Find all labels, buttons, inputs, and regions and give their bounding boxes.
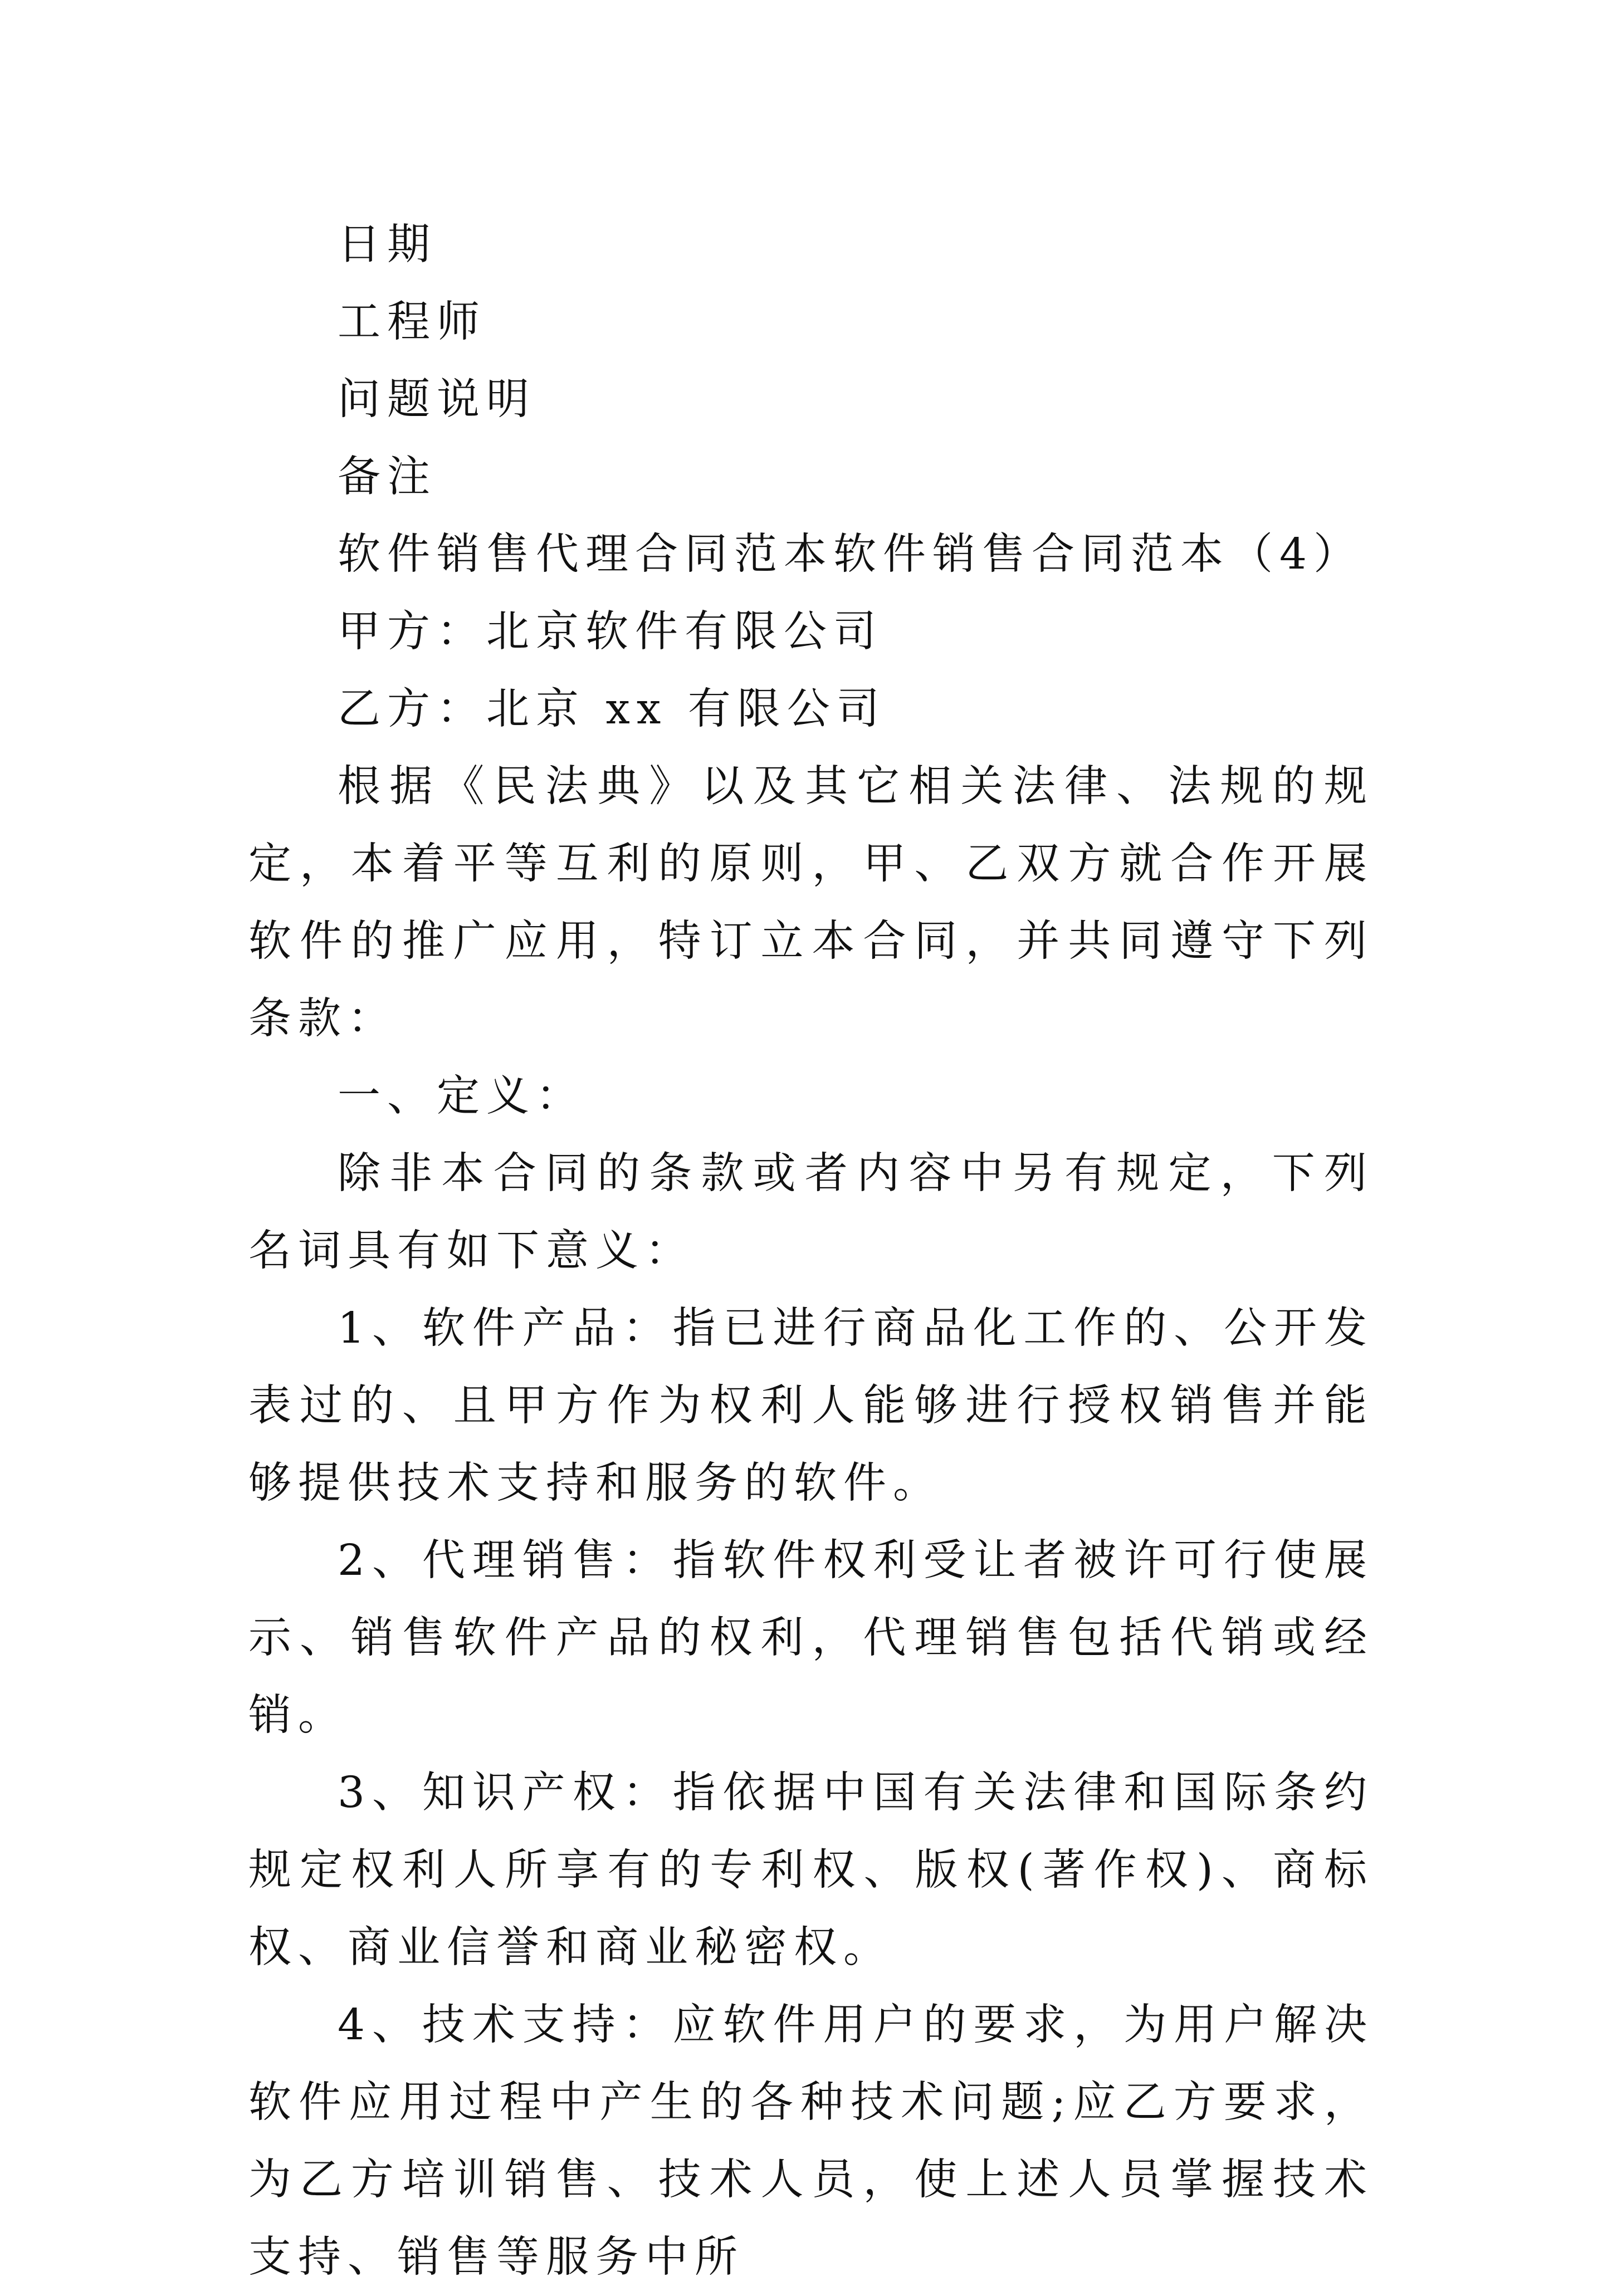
- header-line-problem: 问题说明: [338, 375, 536, 424]
- header-line-engineer: 工程师: [338, 297, 486, 347]
- party-a: 甲方：北京软件有限公司: [338, 607, 883, 657]
- definition-agency-sales: 2、代理销售：指软件权利受让者被许可行使展示、销售软件产品的权利，代理销售包括代销或经销。: [248, 1536, 1374, 1740]
- party-b: 乙方：北京 xx 有限公司: [338, 684, 886, 734]
- section-heading-definitions: 一、定义：: [338, 1071, 585, 1121]
- document-body: [248, 206, 1374, 2296]
- definition-technical-support: 4、技术支持：应软件用户的要求，为用户解决软件应用过程中产生的各种技术问题;应乙方要求，为乙方培训销售、技术人员，使上述人员掌握技术支持、销售等服务中所: [248, 2000, 1374, 2282]
- definition-intellectual-property: 3、知识产权：指依据中国有关法律和国际条约规定权利人所享有的专利权、版权(著作权)、商标权、商业信誉和商业秘密权。: [248, 1768, 1374, 1972]
- header-line-date: 日期: [338, 220, 437, 270]
- header-line-remark: 备注: [338, 452, 437, 502]
- definition-software-product: 1、软件产品：指已进行商品化工作的、公开发表过的、且甲方作为权利人能够进行授权销售并能够提供技术支持和服务的软件。: [248, 1304, 1374, 1508]
- paragraph-preamble: 根据《民法典》以及其它相关法律、法规的规定，本着平等互利的原则，甲、乙双方就合作开展软件的推广应用，特订立本合同，并共同遵守下列条款：: [248, 762, 1374, 1044]
- document-title: 软件销售代理合同范本软件销售合同范本（4）: [338, 530, 1363, 579]
- paragraph-definitions-intro: 除非本合同的条款或者内容中另有规定，下列名词具有如下意义：: [248, 1149, 1374, 1276]
